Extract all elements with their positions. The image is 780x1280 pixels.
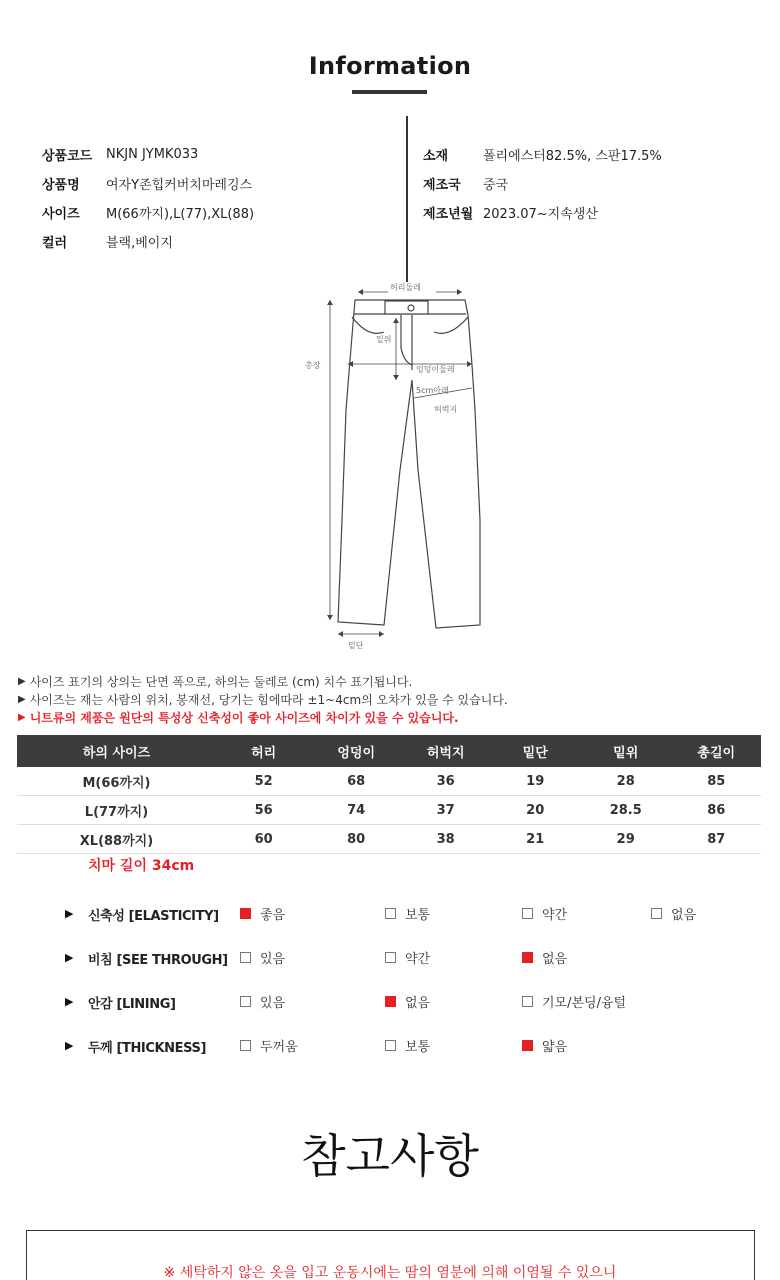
option-text: 있음: [260, 996, 286, 1011]
checkbox: [651, 908, 662, 919]
header-cell: 총길이: [697, 745, 736, 761]
header-cell: 밑위: [613, 745, 639, 761]
info-row-code: [42, 140, 254, 169]
attr-option: [240, 992, 285, 1011]
header-cell: 밑단: [522, 745, 548, 761]
info-value: 중국: [483, 178, 509, 193]
triangle-right-icon: ▶: [18, 675, 26, 687]
option-text: 보통: [405, 908, 431, 923]
info-value: 폴리에스터82.5%, 스판17.5%: [483, 149, 662, 164]
table-cell: 68: [347, 773, 366, 789]
skirt-length-note: 치마 길이 34cm: [88, 858, 195, 874]
info-value: M(66까지),L(77),XL(88): [106, 207, 255, 222]
info-label: 사이즈: [42, 207, 80, 222]
table-cell: 38: [436, 831, 455, 847]
attr-option: [240, 1036, 298, 1055]
table-cell: 21: [526, 831, 545, 847]
checkbox: [385, 908, 396, 919]
option-text: 있음: [260, 952, 286, 967]
option-text: 두꺼움: [260, 1040, 298, 1055]
diagram-label-thigh: 허벅지: [434, 405, 458, 414]
table-cell: 28: [616, 773, 635, 789]
table-row: [17, 796, 761, 825]
size-table: [17, 735, 761, 854]
note-item-highlight: [18, 708, 508, 726]
option-text: 없음: [542, 952, 568, 967]
header-cell: 허리: [251, 745, 277, 761]
diagram-label-offset: 5cm아래: [416, 386, 449, 395]
info-row-material: [423, 140, 662, 169]
table-cell: 52: [254, 773, 273, 789]
option-text: 약간: [405, 952, 431, 967]
info-value: 여자Y존힙커버치마레깅스: [106, 178, 253, 193]
note-item: [18, 690, 508, 708]
info-label: 제조국: [423, 178, 461, 193]
diagram-label-waist: 허리둘레: [390, 283, 421, 292]
diagram-label-rise: 밑위: [376, 335, 392, 344]
attr-option: [522, 904, 567, 923]
info-row-color: [42, 227, 254, 256]
attr-option: [522, 948, 567, 967]
table-cell: 60: [254, 831, 273, 847]
attr-option: [240, 948, 285, 967]
table-cell: 29: [616, 831, 635, 847]
info-label: 제조년월: [423, 207, 474, 222]
checkbox: [385, 952, 396, 963]
table-cell: XL(88까지): [79, 833, 154, 849]
table-cell: 85: [707, 773, 726, 789]
attr-option: [385, 992, 430, 1011]
product-info-right: [423, 140, 662, 227]
option-text: 기모/본딩/융털: [542, 996, 627, 1011]
checkbox: [240, 1040, 251, 1051]
reference-text: ※ 세탁하지 않은 옷을 입고 운동시에는 땀의 염분에 의해 이염될 수 있으니: [163, 1265, 617, 1280]
info-label: 소재: [423, 149, 449, 164]
attr-label: 두께 [THICKNESS]: [88, 1041, 207, 1056]
info-title: Information: [308, 52, 472, 80]
attr-row-lining: [62, 985, 762, 1029]
table-cell: 37: [436, 802, 455, 818]
table-row: [17, 767, 761, 796]
checkbox: [522, 908, 533, 919]
note-text: 니트류의 제품은 원단의 특성상 신축성이 좋아 사이즈에 차이가 있을 수 있습니다.: [29, 710, 459, 725]
table-row: [17, 825, 761, 854]
option-text: 좋음: [260, 908, 286, 923]
product-info-left: [42, 140, 254, 256]
note-item: [18, 672, 508, 690]
triangle-right-icon: ▶: [65, 951, 74, 964]
info-row-date: [423, 198, 662, 227]
triangle-right-icon: ▶: [18, 711, 26, 723]
checkbox: [240, 996, 251, 1007]
attr-row-see-through: [62, 941, 762, 985]
option-text: 없음: [405, 996, 431, 1011]
triangle-right-icon: ▶: [65, 1039, 74, 1052]
attr-option: [522, 992, 626, 1011]
size-notes: [18, 672, 508, 726]
attr-option: [385, 904, 430, 923]
table-cell: 28.5: [609, 802, 642, 818]
note-text: 사이즈는 재는 사람의 위치, 봉재선, 당기는 힘에따라 ±1~4cm의 오차가 있을 수 있습니다.: [29, 692, 508, 707]
header-cell: 허벅지: [426, 745, 465, 761]
attr-row-thickness: [62, 1029, 762, 1073]
table-cell: 19: [526, 773, 545, 789]
table-cell: 80: [347, 831, 366, 847]
table-cell: 36: [436, 773, 455, 789]
info-divider: [406, 116, 408, 286]
diagram-label-hip: 엉덩이둘레: [416, 365, 455, 374]
diagram-label-total: 총장: [305, 361, 321, 370]
attr-label: 비침 [SEE THROUGH]: [88, 953, 228, 968]
table-cell: 87: [707, 831, 726, 847]
pants-outline: [338, 300, 480, 628]
attr-option: [240, 904, 285, 923]
info-row-name: [42, 169, 254, 198]
info-value: NKJN JYMK033: [106, 147, 199, 162]
checkbox-checked: [522, 1040, 533, 1051]
info-label: 컬러: [42, 236, 68, 251]
table-cell: 74: [347, 802, 366, 818]
size-table-header: [17, 735, 761, 767]
info-row-size: [42, 198, 254, 227]
option-text: 보통: [405, 1040, 431, 1055]
table-cell: L(77까지): [84, 804, 149, 820]
info-value: 블랙,베이지: [106, 236, 173, 251]
title-underline: [352, 90, 427, 94]
header-cell: 엉덩이: [337, 745, 376, 761]
triangle-right-icon: ▶: [65, 995, 74, 1008]
attr-row-elasticity: [62, 897, 762, 941]
info-value: 2023.07~지속생산: [483, 207, 598, 222]
table-cell: 86: [707, 802, 726, 818]
header-cell: 하의 사이즈: [82, 745, 151, 761]
pants-measurement-diagram: [300, 270, 485, 655]
info-label: 상품코드: [42, 149, 93, 164]
measurement-arrowheads: [327, 289, 472, 637]
reference-title: 참고사항: [301, 1129, 479, 1183]
attr-option: [522, 1036, 567, 1055]
triangle-right-icon: ▶: [18, 693, 26, 705]
attr-label: 신축성 [ELASTICITY]: [88, 909, 219, 924]
checkbox-checked: [240, 908, 251, 919]
table-cell: M(66까지): [82, 775, 151, 791]
triangle-right-icon: ▶: [65, 907, 74, 920]
checkbox: [385, 1040, 396, 1051]
info-label: 상품명: [42, 178, 80, 193]
checkbox-checked: [522, 952, 533, 963]
option-text: 약간: [542, 908, 568, 923]
option-text: 없음: [671, 908, 697, 923]
fabric-attributes: [62, 897, 762, 1073]
checkbox: [240, 952, 251, 963]
option-text: 얇음: [542, 1040, 568, 1055]
note-text: 사이즈 표기의 상의는 단면 폭으로, 하의는 둘레로 (cm) 치수 표기됩니다.: [29, 674, 413, 689]
attr-option: [385, 1036, 430, 1055]
checkbox: [522, 996, 533, 1007]
attr-option: [385, 948, 430, 967]
checkbox-checked: [385, 996, 396, 1007]
attr-label: 안감 [LINING]: [88, 997, 176, 1012]
info-row-origin: [423, 169, 662, 198]
diagram-label-hem: 밑단: [348, 641, 364, 650]
attr-option: [651, 904, 696, 923]
table-cell: 56: [254, 802, 273, 818]
table-cell: 20: [526, 802, 545, 818]
